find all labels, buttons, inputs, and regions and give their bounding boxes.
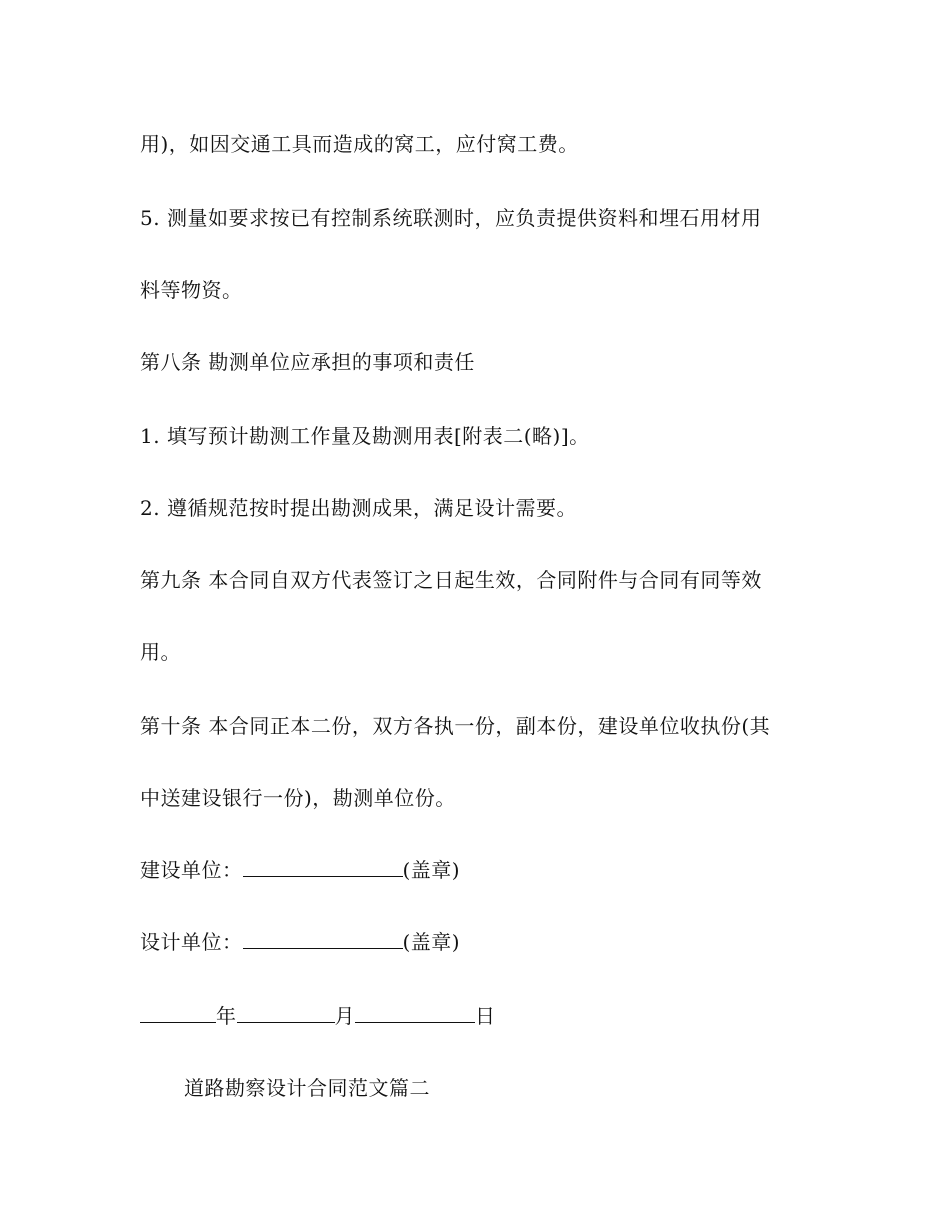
month-label: 月 bbox=[334, 1004, 355, 1028]
year-label: 年 bbox=[216, 1004, 237, 1028]
paragraph-line: 用。 bbox=[140, 640, 181, 664]
design-unit-blank bbox=[243, 930, 403, 949]
paragraph-line: 1. 填写预计勘测工作量及勘测用表[附表二(略)]。 bbox=[140, 424, 590, 448]
design-seal-label: (盖章) bbox=[402, 930, 461, 954]
construction-unit-signature bbox=[140, 858, 460, 882]
design-unit-label: 设计单位： bbox=[140, 930, 243, 954]
article-10-line: 第十条 本合同正本二份，双方各执一份，副本份，建设单位收执份(其 bbox=[140, 714, 771, 738]
paragraph-line: 料等物资。 bbox=[140, 278, 243, 302]
section-title: 道路勘察设计合同范文篇二 bbox=[184, 1076, 430, 1100]
month-blank bbox=[237, 1004, 335, 1023]
paragraph-line: 中送建设银行一份)，勘测单位份。 bbox=[140, 786, 456, 810]
paragraph-line: 5. 测量如要求按已有控制系统联测时，应负责提供资料和埋石用材用 bbox=[140, 206, 762, 230]
day-label: 日 bbox=[475, 1004, 496, 1028]
construction-seal-label: (盖章) bbox=[402, 858, 461, 882]
year-blank bbox=[140, 1004, 216, 1023]
day-blank bbox=[355, 1004, 475, 1023]
paragraph-line: 2. 遵循规范按时提出勘测成果，满足设计需要。 bbox=[140, 496, 577, 520]
date-line bbox=[140, 1004, 496, 1028]
construction-unit-label: 建设单位： bbox=[140, 858, 243, 882]
article-8-heading: 第八条 勘测单位应承担的事项和责任 bbox=[140, 350, 475, 374]
construction-unit-blank bbox=[243, 858, 403, 877]
design-unit-signature bbox=[140, 930, 460, 954]
paragraph-line: 用)，如因交通工具而造成的窝工，应付窝工费。 bbox=[140, 132, 579, 156]
article-9-line: 第九条 本合同自双方代表签订之日起生效，合同附件与合同有同等效 bbox=[140, 568, 762, 592]
